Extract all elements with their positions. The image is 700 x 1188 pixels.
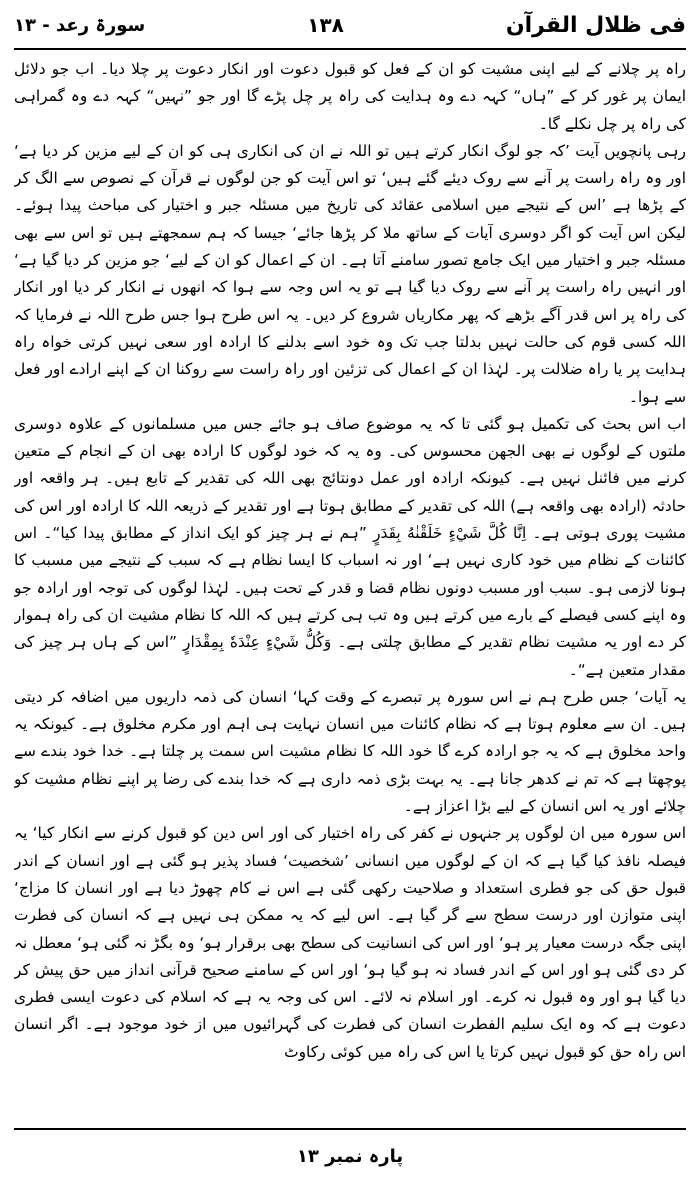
paragraph: یہ آیات‘ جس طرح ہم نے اس سورہ پر تبصرے کے وقت کہا‘ انسان کی ذمہ داریوں میں اضافہ کر دیتی ہیں۔ ان سے معلوم ہوتا ہے کہ نظام کائنات میں انسان نہایت ہی اہم اور مکرم مخلوق ہے۔ کیونکہ یہ واحد مخلوق ہے کہ یہ جو ارادہ کرے گا خود اللہ کا نظام مشیت اس سمت پر چلتا ہے۔ خدا خود بندے سے پوچھتا ہے کہ تم نے کدھر جانا ہے۔ یہ بہت بڑی ذمہ داری ہے کہ خدا بندے کی رضا پر اپنے نظام مشیت کو چلائے اور یہ اس انسان کے لیے بڑا اعزاز ہے۔ (14, 687, 686, 816)
paragraph: راہ پر چلانے کے لیے اپنی مشیت کو ان کے فعل کو قبول دعوت اور انکار دعوت پر چلا دیا۔ اب جو دلائل ایمان پر غور کر کے ”ہاں“ کہہ دے وہ ہدایت کی راہ پر چل پڑے گا اور جو ”نہیں“ کہہ دے وہ گمراہی کی راہ پر چل نکلے گا۔ (14, 60, 686, 133)
footer-divider (14, 1128, 686, 1130)
paragraph: اس سورہ میں ان لوگوں پر جنہوں نے کفر کی راہ اختیار کی اور اس دین کو قبول کرنے سے انکار کیا‘ یہ فیصلہ نافذ کیا گیا ہے کہ ان کے لوگوں میں انسانی ’شخصیت‘ فساد پذیر ہو گئی ہے اور انسان کے اندر قبول حق کی جو فطری استعداد و صلاحیت رکھی گئی ہے اس نے کام چھوڑ دیا ہے اور انسان کا مزاج‘ اپنی متوازن اور درست سطح سے گر گیا ہے۔ اس لیے کہ یہ ممکن ہی نہیں ہے کہ انسان کی فطرت اپنی جگہ درست معیار پر ہو‘ اور اس کی انسانیت کی سطح بھی برقرار ہو‘ وہ بگڑ نہ گئی ہو‘ معطل نہ کر دی گئی ہو اور اس کے اندر فساد نہ ہو گیا ہو‘ اور اس کے سامنے صحیح قرآنی انداز میں حق پیش کر دیا گیا ہو اور وہ قبول نہ کرے۔ اور اسلام نہ لائے۔ اس کی وجہ یہ ہے کہ اسلام کی دعوت ایسی فطری دعوت ہے کہ وہ ایک سلیم الفطرت انسان کی فطرت کی گہرائیوں میں از خود موجود ہے۔ اگر انسان اس راہ حق کو قبول نہیں کرتا یا اس کی راہ میں کوئی رکاوٹ (14, 824, 686, 1061)
para-number: پارہ نمبر ۱۳ (296, 1145, 404, 1167)
paragraph: رہی پانچویں آیت ’کہ جو لوگ انکار کرتے ہیں تو اللہ نے ان کی انکاری ہی کو ان کے لیے مزین کر دیا ہے‘ اور وہ راہ راست پر آنے سے روک دیئے گئے ہیں‘ تو اس آیت کو جن لوگوں نے قرآن کے نصوص سے الگ کر کے پڑھا ہے ’اس کے نتیجے میں اسلامی عقائد کی تاریخ میں مسئلہ جبر و اختیار کی مباحث پیدا ہوئے۔ لیکن اس آیت کو اگر دوسری آیات کے ساتھ ملا کر پڑھا جائے‘ جیسا کہ ہم سمجھتے ہیں تو اس سے بھی مسئلہ جبر و اختیار میں ایک جامع تصور سامنے آتا ہے۔ ان کے اعمال کو ان کے لیے‘ جو مزین کر دیا گیا ہے‘ اور انہیں راہ راست پر آنے سے روک دیا گیا ہے تو یہ اس وجہ سے ہوا کہ انھوں نے انکار کر دیا اور انکار کی راہ پر اس قدر آگے بڑھے کہ پھر مکاریاں شروع کر دیں۔ یہ اس طرح ہوا جس طرح اللہ نے فرمایا کہ اللہ کسی قوم کی حالت نہیں بدلتا جب تک وہ خود اسے بدلنے کا ارادہ اور سعی نہیں کرتی خواہ راہ ہدایت پر یا راہ ضلالت پر۔ لہٰذا ان کے اعمال کی تزئین اور راہ راست سے روکنا ان کے اپنے ارادے اور فعل سے ہوا۔ (14, 141, 686, 406)
page-number: ۱۳۸ (307, 13, 344, 37)
page-header (14, 6, 686, 44)
page-footer (0, 1138, 700, 1174)
surah-name: سورۃ رعد - ۱۳ (14, 14, 146, 36)
paragraph: اب اس بحث کی تکمیل ہو گئی تا کہ یہ موضوع صاف ہو جائے جس میں مسلمانوں کے علاوہ دوسری ملتوں کے لوگوں نے بھی الجھن محسوس کی۔ وہ یہ کہ خود لوگوں کا ارادہ بھی ان کے انجام کے متعین کرنے میں فائنل نہیں ہے۔ کیونکہ ارادہ اور عمل دونتائج بھی اللہ کی تقدیر کے تابع ہیں۔ ہر واقعہ اور حادثہ (ارادہ بھی واقعہ ہے) اللہ کی تقدیر کے مطابق ہوتا ہے اور تقدیر کے ذریعہ اللہ کا ارادہ اور اس کی مشیت پوری ہوتی ہے۔ اِنَّا كُلَّ شَيْءٍ خَلَقْنٰهُ بِقَدَرٍ ”ہم نے ہر چیز کو ایک انداز کے مطابق پیدا کیا“۔ اس کائنات کے نظام میں خود کاری نہیں ہے‘ اور نہ اسباب کا ایسا نظام ہے کہ سبب کے نتیجے میں مسبب کا ہونا لازمی ہو۔ سبب اور مسبب دونوں نظام قضا و قدر کے تحت ہیں۔ لہٰذا لوگوں کی توجہ اور ارادہ جو وہ اپنے کسی فیصلے کے بارے میں کرتے ہیں وہ تب ہی کرتے ہیں کہ اللہ کا نظام مشیت ان کی راہ ہموار کر دے اور یہ مشیت نظام تقدیر کے مطابق چلتی ہے۔ وَكُلُّ شَيْءٍ عِنْدَهٗ بِمِقْدَارٍ ”اس کے ہاں ہر چیز کی مقدار متعین ہے“۔ (14, 414, 686, 679)
book-title: فی ظلال القرآن (505, 12, 686, 38)
header-divider (14, 48, 686, 50)
page-body (14, 56, 686, 1122)
